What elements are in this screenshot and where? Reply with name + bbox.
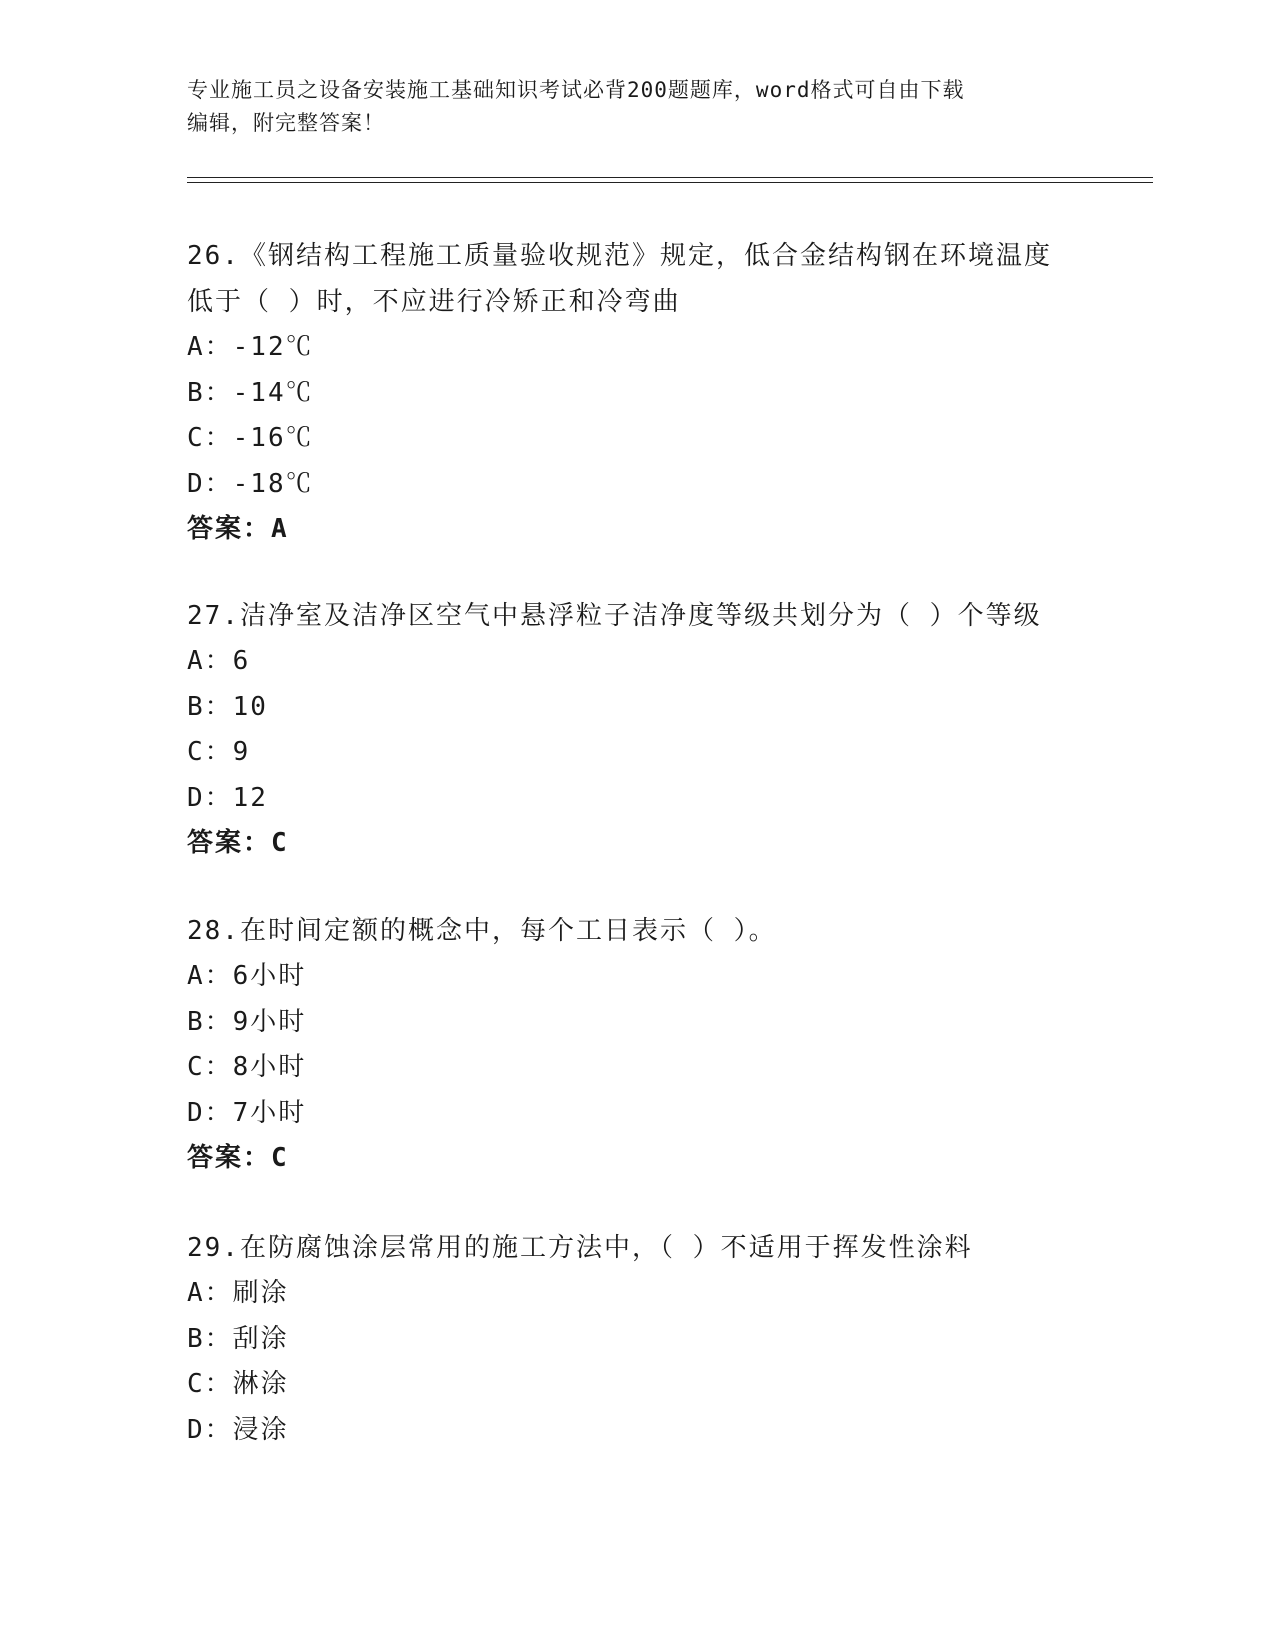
option-a: A：刷涂 — [187, 1278, 289, 1308]
option-c: C：-16℃ — [187, 423, 314, 453]
answer: 答案：C — [187, 1143, 289, 1173]
option-d: D：12 — [187, 782, 268, 813]
option-b: B：-14℃ — [187, 377, 314, 408]
document-header — [187, 74, 1087, 140]
header-divider-top — [187, 177, 1153, 178]
question-stem: 28.在时间定额的概念中，每个工日表示（ ）。 — [187, 916, 777, 946]
option-b: B：9小时 — [187, 1006, 307, 1037]
answer: 答案：C — [187, 828, 289, 858]
answer: 答案：A — [187, 514, 289, 544]
header-line-2: 编辑，附完整答案！ — [187, 111, 385, 135]
question-stem: 26.《钢结构工程施工质量验收规范》规定，低合金结构钢在环境温度 — [187, 241, 1052, 271]
option-d: D：7小时 — [187, 1097, 307, 1128]
question-stem: 27.洁净室及洁净区空气中悬浮粒子洁净度等级共划分为（ ）个等级 — [187, 601, 1042, 631]
option-d: D：-18℃ — [187, 468, 314, 499]
question-stem-continued: 低于（ ）时，不应进行冷矫正和冷弯曲 — [187, 287, 681, 317]
option-c: C：8小时 — [187, 1052, 307, 1082]
option-a: A：6 — [187, 646, 251, 676]
question-28 — [187, 908, 1087, 1182]
option-a: A：6小时 — [187, 961, 307, 991]
question-29 — [187, 1225, 1087, 1453]
header-line-1: 专业施工员之设备安装施工基础知识考试必背200题题库，word格式可自由下载 — [187, 78, 965, 102]
option-c: C：9 — [187, 737, 251, 767]
question-27 — [187, 593, 1087, 867]
option-c: C：淋涂 — [187, 1369, 289, 1399]
header-divider-bottom — [187, 182, 1153, 183]
option-b: B：刮涂 — [187, 1323, 289, 1354]
option-a: A：-12℃ — [187, 332, 314, 362]
question-stem: 29.在防腐蚀涂层常用的施工方法中，（ ）不适用于挥发性涂料 — [187, 1233, 973, 1263]
question-26 — [187, 233, 1087, 553]
option-d: D：浸涂 — [187, 1414, 289, 1445]
option-b: B：10 — [187, 691, 268, 722]
